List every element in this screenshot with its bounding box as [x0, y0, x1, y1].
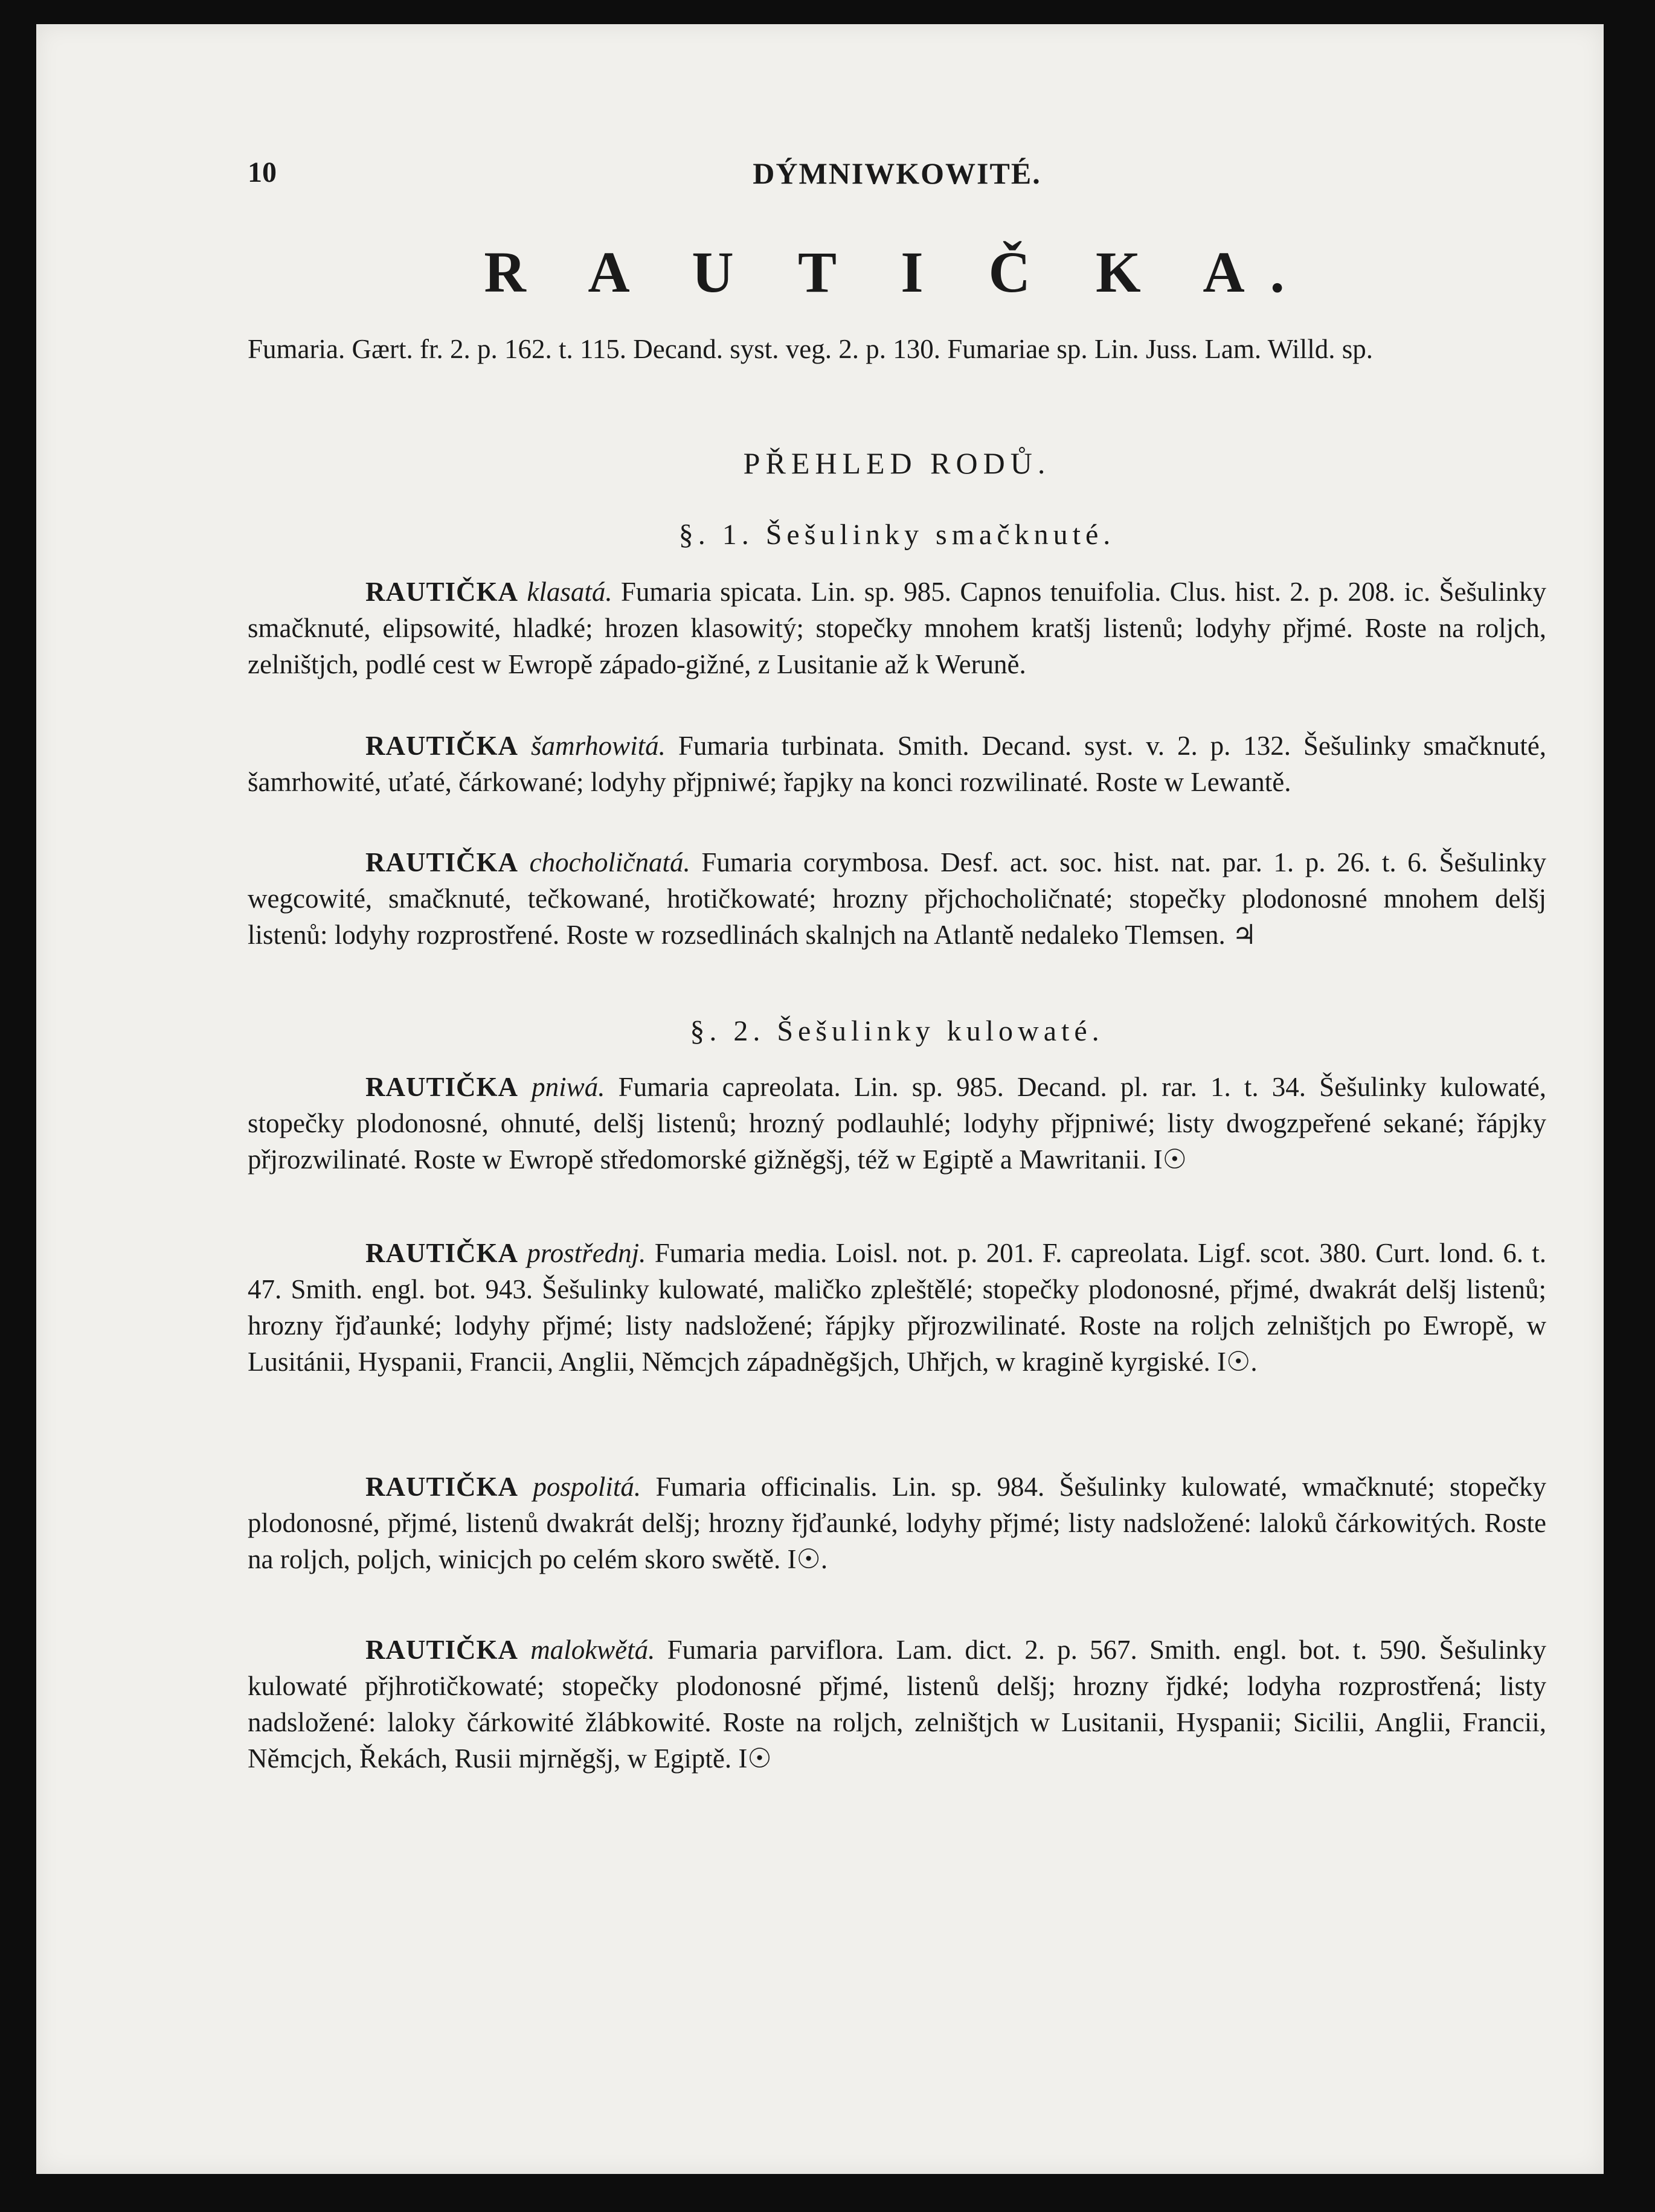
section-1-heading: §. 1. Šešulinky smačknuté. [678, 519, 1116, 551]
species-description: Fumaria corymbosa. Desf. act. soc. hist. nat. par. 1. p. 26. t. 6. Šešulinky wegcowité, smačknuté, tečkowané, hrotičkowaté; hrozny přjchocholičnaté; stopečky plodonosné mnohem delšj listenů: lodyhy rozprostřené. Roste w rozsedlinách skalnjch na Atlantě nedaleko Tlemsen. ♃ [248, 847, 1547, 950]
overview-heading: PŘEHLED RODŮ. [743, 446, 1051, 480]
species-entry [248, 1069, 1546, 1178]
synonymy-text: Fumaria. Gært. fr. 2. p. 162. t. 115. Decand. syst. veg. 2. p. 130. Fumariae sp. Lin. Juss. Lam. Willd. sp. [248, 334, 1374, 364]
species-description: Fumaria media. Loisl. not. p. 201. F. capreolata. Ligf. scot. 380. Curt. lond. 6. t. 47. Smith. engl. bot. 943. Šešulinky kulowaté, maličko zpleštělé; stopečky plodonosné, přjmé, dwakrát delšj listenů; hrozny řjďaunké; lodyhy přjmé; listy nadsložené; řápjky přjrozwilinaté. Roste na roljch zelništjch po Ewropě, w Lusitánii, Hyspanii, Francii, Anglii, Němcjch západněgšjch, Uhřjch, w kragině kyrgiské. I☉. [248, 1238, 1547, 1377]
genus-name: RAUTIČKA [365, 1635, 519, 1665]
species-description: Fumaria turbinata. Smith. Decand. syst. v. 2. p. 132. Šešulinky smačknuté, šamrhowité, uťaté, čárkowané; lodyhy přjpniwé; řapjky na konci rozwilinaté. Roste w Lewantě. [248, 731, 1547, 797]
species-epithet: chocholičnatá. [529, 847, 690, 877]
species-epithet: klasatá. [527, 577, 612, 607]
species-entry [248, 1469, 1546, 1577]
species-epithet: malokwětá. [530, 1635, 655, 1665]
species-epithet: šamrhowitá. [530, 731, 666, 761]
running-title: DÝMNIWKOWITÉ. [753, 156, 1041, 190]
species-entry [248, 1632, 1546, 1777]
species-description: Fumaria parviflora. Lam. dict. 2. p. 567. Smith. engl. bot. t. 590. Šešulinky kulowaté přjhrotičkowaté; stopečky plodonosné přjmé, listenů delšj; hrozny řjdké; lodyha rozprostřená; listy nadsložené: laloky čárkowité žlábkowité. Roste na roljch, zelništjch w Lusitanii, Hyspanii; Sicilii, Anglii, Francii, Němcjch, Řekách, Rusii mjrněgšj, w Egiptě. I☉ [248, 1635, 1547, 1774]
section-2-heading: §. 2. Šešulinky kulowaté. [690, 1015, 1104, 1047]
species-description: Fumaria capreolata. Lin. sp. 985. Decand. pl. rar. 1. t. 34. Šešulinky kulowaté, stopečky plodonosné, ohnuté, delšj listenů; hrozný podlauhlé; lodyhy přjpniwé; listy dwogzpeřené sekané; řápjky přjrozwilinaté. Roste w Ewropě středomorské gižněgšj, též w Egiptě a Mawritanii. I☉ [248, 1072, 1547, 1175]
page-header [248, 156, 1546, 204]
species-description: Fumaria spicata. Lin. sp. 985. Capnos tenuifolia. Clus. hist. 2. p. 208. ic. Šešulinky smačknuté, elipsowité, hladké; hrozen klasowitý; stopečky mnohem kratšj listenů; lodyhy přjmé. Roste na roljch, zelništjch, podlé cest w Ewropě západo-gižné, z Lusitanie až k Weruně. [248, 577, 1547, 679]
genus-name: RAUTIČKA [365, 1072, 519, 1102]
species-epithet: prostřednj. [527, 1238, 646, 1268]
genus-name: RAUTIČKA [365, 1238, 519, 1268]
genus-name: RAUTIČKA [365, 847, 519, 877]
genus-name: RAUTIČKA [365, 577, 519, 607]
species-epithet: pniwá. [532, 1072, 605, 1102]
species-epithet: pospolitá. [533, 1472, 641, 1502]
genus-name: RAUTIČKA [365, 1472, 519, 1502]
page-number: 10 [248, 156, 277, 188]
genus-title: R A U T I Č K A. [484, 240, 1310, 304]
species-entry [248, 728, 1546, 800]
species-description: Fumaria officinalis. Lin. sp. 984. Šešulinky kulowaté, wmačknuté; stopečky plodonosné, přjmé, listenů dwakrát delšj; hrozny řjďaunké, lodyhy přjmé; listy nadsložené: laloků čárkowitých. Roste na roljch, poljch, winicjch po celém skoro swětě. I☉. [248, 1472, 1547, 1574]
species-entry [248, 1235, 1546, 1380]
species-entry [248, 574, 1546, 682]
species-entry [248, 844, 1546, 953]
genus-name: RAUTIČKA [365, 731, 519, 761]
